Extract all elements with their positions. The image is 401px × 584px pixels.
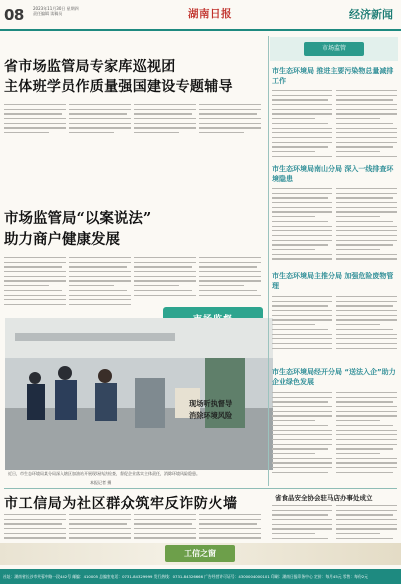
right-article-2-col-2	[336, 188, 397, 266]
dateline	[33, 6, 79, 16]
headline-1	[4, 57, 264, 97]
right-article-3-col-1	[272, 296, 332, 352]
right-article-3-col-2	[336, 296, 397, 352]
imprint-strip: 社址：湖南省长沙市芙蓉中路一段442号 邮编：410005 总编室电话：0731-84329999 发行热线：0731-84326666 广告经营许可证号：4300004000101 印刷：湖南日报印务中心 定价：每月45元 零售：每份2元	[0, 569, 401, 584]
masthead-logo: 湖南日报	[188, 8, 232, 20]
right-article-1-col-2	[336, 90, 397, 162]
headline-1-line-2: 主体班学员作质量强国建设专题辅导	[4, 79, 233, 95]
dateline-line-2: 责任编辑 读稿员	[33, 11, 63, 16]
right-bottom-col-1	[272, 505, 332, 543]
headline-2-line-2: 助力商户健康发展	[4, 231, 120, 248]
article-1-col-1	[4, 104, 66, 138]
article-3-col-4	[199, 514, 261, 542]
right-article-4-title: 市生态环境局经开分局 “送法入企”助力企业绿色发展	[272, 368, 396, 386]
right-article-1-col-1	[272, 90, 332, 162]
news-photo	[5, 318, 273, 470]
right-article-1-title: 市生态环境局 推进主要污染物总量减排工作	[272, 67, 394, 85]
article-1-col-3	[134, 104, 196, 138]
article-3-col-3	[134, 514, 196, 542]
page-number: 08	[4, 6, 24, 24]
headline-2-line-1: 市场监管局“以案说法”	[4, 210, 152, 227]
article-3-col-2	[69, 514, 131, 542]
photo-overlay-line-2: 消除环境风险	[189, 411, 233, 420]
headline-3: 市工信局为社区群众筑牢反诈防火墙	[4, 496, 238, 512]
column-divider	[268, 36, 269, 486]
right-article-4-col-1	[272, 392, 332, 478]
headline-2	[4, 208, 264, 250]
photo-credit: 本报记者 摄	[90, 480, 112, 485]
article-2-col-4	[199, 257, 261, 301]
bottom-section-rule	[4, 488, 397, 489]
right-article-4-col-2	[336, 392, 397, 478]
article-3-col-1	[4, 514, 66, 542]
page-header	[0, 0, 401, 31]
top-banner-badge: 市场监管	[304, 42, 364, 56]
article-2-col-2	[69, 257, 131, 309]
article-1-col-4	[199, 104, 261, 138]
header-rule	[0, 29, 401, 31]
right-bottom-col-2	[336, 505, 397, 543]
photo-illustration	[5, 318, 273, 470]
right-article-2-title: 市生态环境局南山分局 深入一线排查环境隐患	[272, 165, 394, 183]
dateline-line-1: 2023年11月30日 星期四	[33, 6, 79, 11]
footer-badge: 工信之窗	[165, 545, 235, 562]
section-title: 经济新闻	[349, 8, 393, 21]
photo-overlay-title	[189, 398, 232, 422]
article-1-col-2	[69, 104, 131, 138]
right-article-2-col-1	[272, 188, 332, 266]
photo-overlay-line-1: 现场听执督导	[189, 399, 233, 408]
headline-1-line-1: 省市场监管局专家库巡视团	[4, 59, 176, 75]
right-bottom-title: 省食品安全协会驻马店办事处成立	[275, 494, 373, 502]
photo-caption: 近日，市生态环境局某分局深入辖区加油站开展现场执法检查，督促企业落实主体责任，消除环境风险隐患。	[8, 471, 200, 476]
article-2-col-3	[134, 257, 196, 301]
right-article-3-title: 市生态环境局主推分局 加强危险废物管理	[272, 272, 394, 290]
article-2-col-1	[4, 257, 66, 309]
top-banner	[270, 37, 398, 61]
